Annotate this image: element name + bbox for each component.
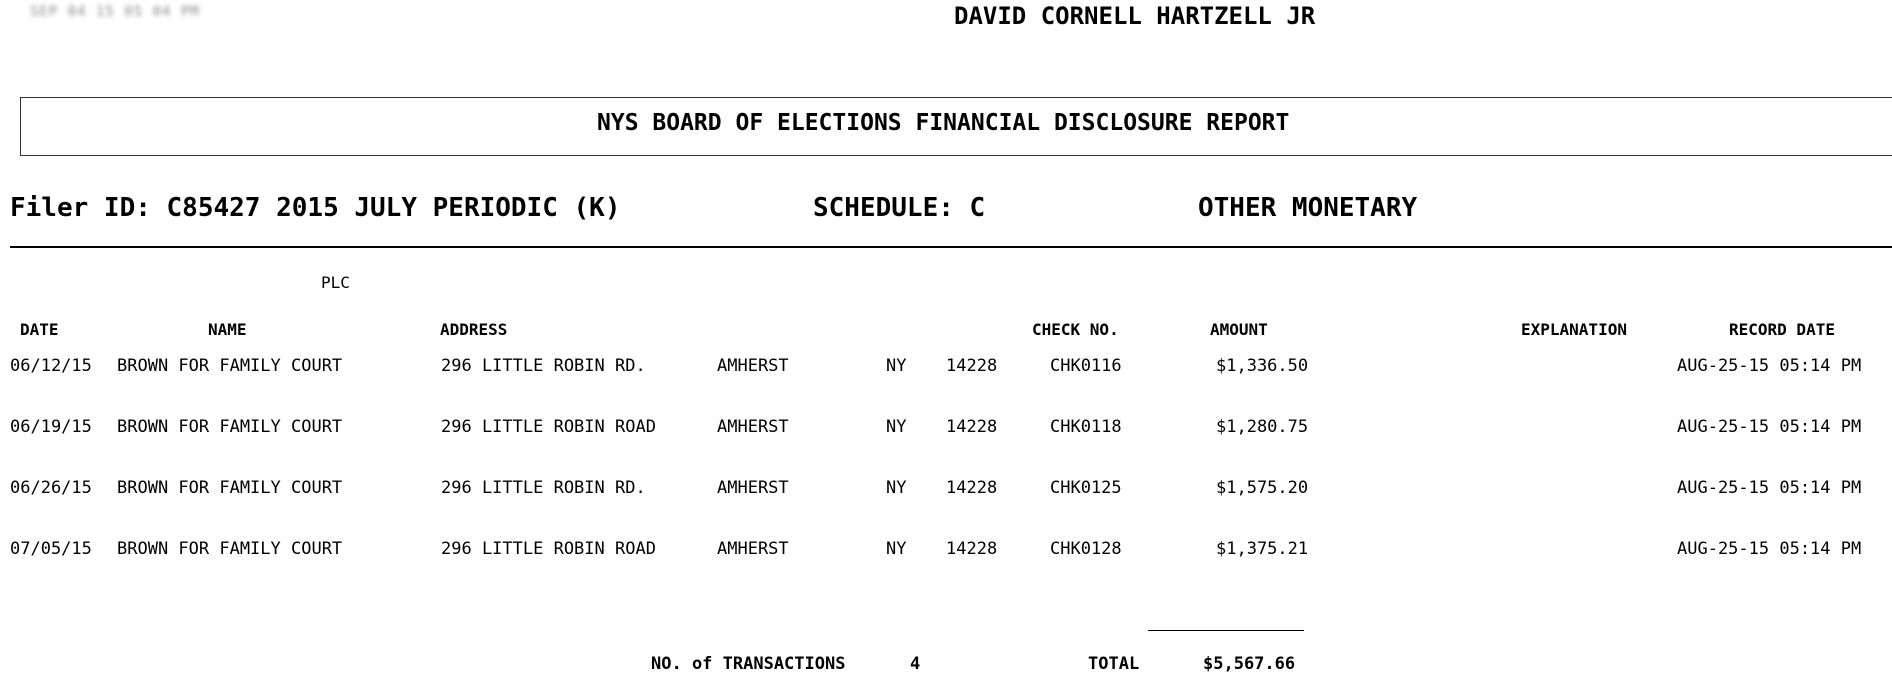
total-rule xyxy=(1148,630,1304,631)
row-name: BROWN FOR FAMILY COURT xyxy=(117,356,343,376)
transactions-count: 4 xyxy=(910,654,921,674)
row-record-date: AUG-25-15 05:14 PM xyxy=(1677,417,1862,437)
column-header-explanation: EXPLANATION xyxy=(1521,320,1627,339)
column-header-name: NAME xyxy=(208,320,247,339)
row-zip: 14228 xyxy=(946,539,998,559)
row-zip: 14228 xyxy=(946,417,998,437)
row-street: 296 LITTLE ROBIN ROAD xyxy=(441,417,656,437)
row-city: AMHERST xyxy=(717,478,789,498)
row-amount: $1,336.50 xyxy=(1216,356,1309,376)
category-label: OTHER MONETARY xyxy=(1198,193,1418,223)
row-check-no: CHK0125 xyxy=(1050,478,1122,498)
row-date: 06/12/15 xyxy=(10,356,92,376)
schedule-label: SCHEDULE: C xyxy=(813,193,986,223)
row-check-no: CHK0118 xyxy=(1050,417,1122,437)
row-name: BROWN FOR FAMILY COURT xyxy=(117,539,343,559)
plc-label: PLC xyxy=(321,273,350,292)
row-amount: $1,375.21 xyxy=(1216,539,1309,559)
column-header-amount: AMOUNT xyxy=(1210,320,1268,339)
row-check-no: CHK0116 xyxy=(1050,356,1122,376)
column-header-date: DATE xyxy=(20,320,59,339)
row-street: 296 LITTLE ROBIN RD. xyxy=(441,478,646,498)
row-record-date: AUG-25-15 05:14 PM xyxy=(1677,478,1862,498)
transactions-label: NO. of TRANSACTIONS xyxy=(651,654,846,674)
total-label: TOTAL xyxy=(1088,654,1140,674)
report-title: NYS BOARD OF ELECTIONS FINANCIAL DISCLOSURE REPORT xyxy=(597,110,1290,136)
row-state: NY xyxy=(886,356,907,376)
column-header-record-date: RECORD DATE xyxy=(1729,320,1835,339)
column-header-address: ADDRESS xyxy=(440,320,508,339)
row-check-no: CHK0128 xyxy=(1050,539,1122,559)
header-rule xyxy=(10,246,1892,248)
blurred-timestamp: SEP 04 15 05 04 PM xyxy=(30,4,200,20)
row-date: 06/19/15 xyxy=(10,417,92,437)
row-city: AMHERST xyxy=(717,539,789,559)
row-date: 07/05/15 xyxy=(10,539,92,559)
row-amount: $1,575.20 xyxy=(1216,478,1309,498)
row-name: BROWN FOR FAMILY COURT xyxy=(117,417,343,437)
row-street: 296 LITTLE ROBIN RD. xyxy=(441,356,646,376)
total-value: $5,567.66 xyxy=(1203,654,1296,674)
row-zip: 14228 xyxy=(946,478,998,498)
row-zip: 14228 xyxy=(946,356,998,376)
column-header-check-no: CHECK NO. xyxy=(1032,320,1119,339)
row-name: BROWN FOR FAMILY COURT xyxy=(117,478,343,498)
row-record-date: AUG-25-15 05:14 PM xyxy=(1677,539,1862,559)
row-city: AMHERST xyxy=(717,417,789,437)
row-state: NY xyxy=(886,417,907,437)
row-street: 296 LITTLE ROBIN ROAD xyxy=(441,539,656,559)
candidate-name: DAVID CORNELL HARTZELL JR xyxy=(954,2,1316,30)
row-city: AMHERST xyxy=(717,356,789,376)
row-date: 06/26/15 xyxy=(10,478,92,498)
row-amount: $1,280.75 xyxy=(1216,417,1309,437)
row-state: NY xyxy=(886,539,907,559)
row-record-date: AUG-25-15 05:14 PM xyxy=(1677,356,1862,376)
filer-id: Filer ID: C85427 2015 JULY PERIODIC (K) xyxy=(10,193,621,223)
row-state: NY xyxy=(886,478,907,498)
